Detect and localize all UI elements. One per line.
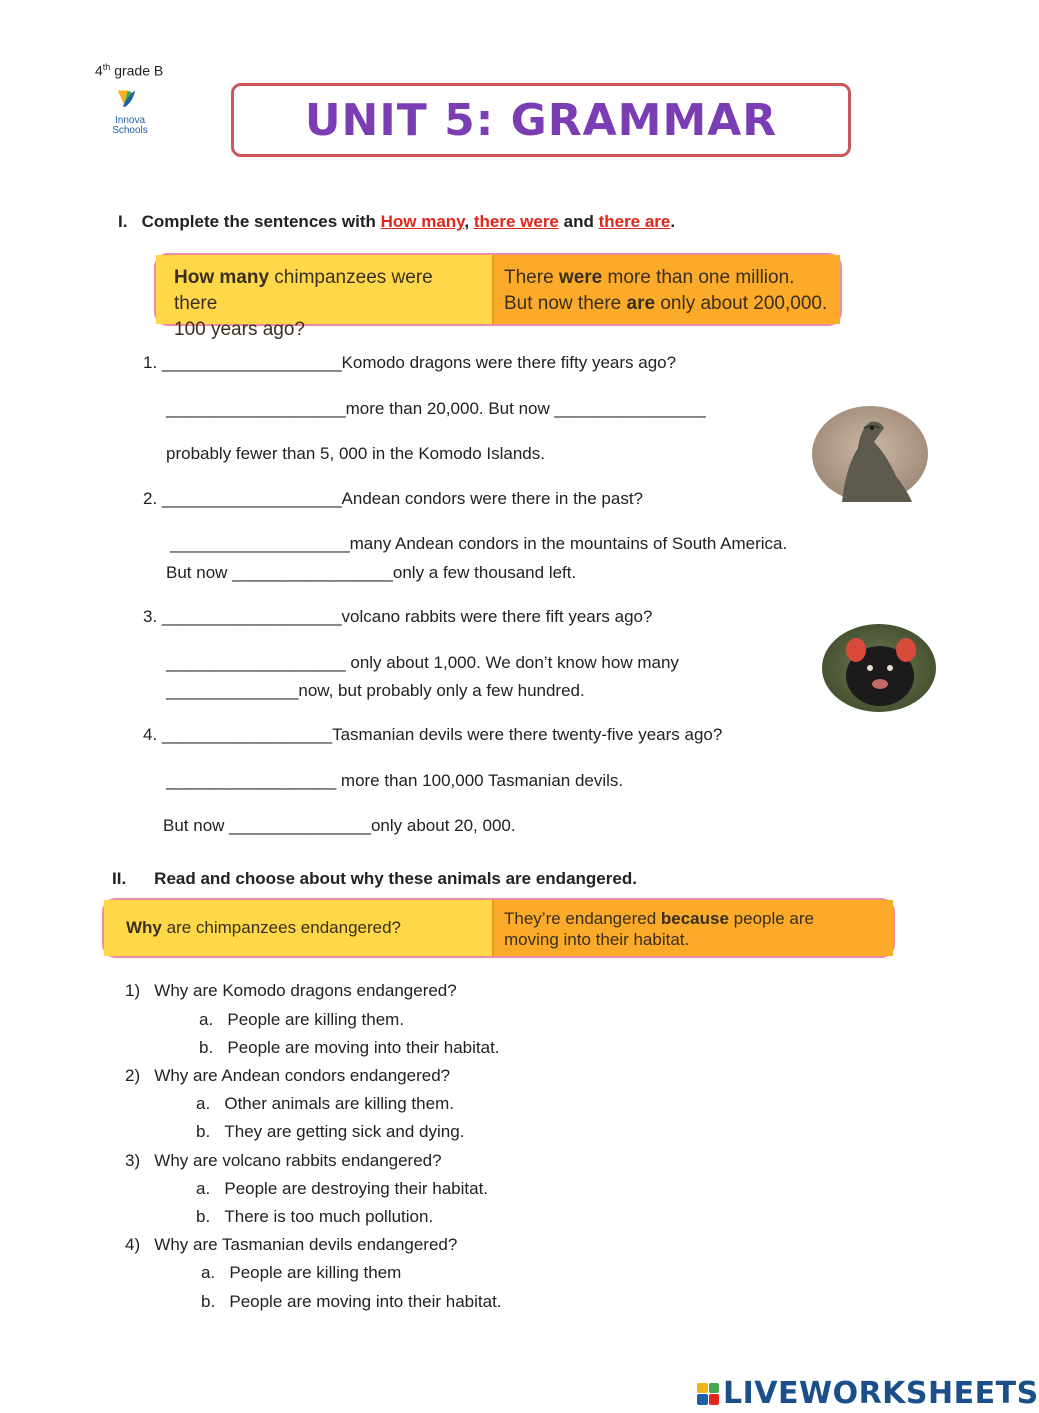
exercise-line-4[interactable]: 2. ___________________Andean condors were there in the past?: [143, 489, 644, 508]
title-box: [231, 83, 851, 157]
exercise-line-10[interactable]: 4. __________________Tasmanian devils were there twenty-five years ago?: [143, 725, 723, 744]
option-1b[interactable]: b. People are moving into their habitat.: [199, 1038, 500, 1057]
innova-schools-logo: [112, 88, 146, 118]
example-because-answer: They’re endangered because people are moving into their habitat.: [494, 900, 893, 956]
keyword-how-many: How many: [380, 212, 465, 231]
brand-text: LIVEWORKSHEETS: [723, 1376, 1039, 1411]
option-2a[interactable]: a. Other animals are killing them.: [196, 1094, 454, 1113]
section-1-heading: I. Complete the sentences with How many, there were and there are.: [118, 212, 676, 231]
keyword-there-are: there are: [598, 212, 671, 231]
section-2-number: II.: [112, 869, 127, 888]
grade-label: 4th grade B: [95, 62, 164, 79]
exercise-line-5[interactable]: ___________________many Andean condors in the mountains of South America.: [170, 534, 788, 553]
example-question: How many chimpanzees were there 100 years ago?: [156, 255, 494, 324]
option-4a[interactable]: a. People are killing them: [201, 1263, 402, 1282]
question-3: 3) Why are volcano rabbits endangered?: [125, 1151, 442, 1170]
exercise-line-12[interactable]: But now _______________only about 20, 000.: [163, 816, 516, 835]
option-3b[interactable]: b. There is too much pollution.: [196, 1207, 434, 1226]
komodo-dragon-photo: [812, 406, 928, 502]
option-1a[interactable]: a. People are killing them.: [199, 1010, 405, 1029]
option-3a[interactable]: a. People are destroying their habitat.: [196, 1179, 489, 1198]
keyword-there-were: there were: [473, 212, 559, 231]
liveworksheets-brand: [697, 1376, 1039, 1411]
example-box-1: [154, 253, 842, 340]
example-why-question: Why are chimpanzees endangered?: [104, 900, 494, 956]
question-1: 1) Why are Komodo dragons endangered?: [125, 981, 457, 1000]
exercise-line-3: probably fewer than 5, 000 in the Komodo Islands.: [166, 444, 545, 463]
page-title: UNIT 5: GRAMMAR: [304, 94, 778, 146]
exercise-line-7[interactable]: 3. ___________________volcano rabbits were there fift years ago?: [143, 607, 653, 626]
exercise-line-9[interactable]: ______________now, but probably only a few hundred.: [166, 681, 585, 700]
example-box-2: [102, 898, 895, 958]
exercise-line-11[interactable]: __________________ more than 100,000 Tasmanian devils.: [166, 771, 624, 790]
question-2: 2) Why are Andean condors endangered?: [125, 1066, 451, 1085]
example-answer: There were more than one million. But now there are only about 200,000.: [494, 255, 840, 324]
question-4: 4) Why are Tasmanian devils endangered?: [125, 1235, 458, 1254]
option-4b[interactable]: b. People are moving into their habitat.: [201, 1292, 502, 1311]
logo-text: Innova Schools: [112, 115, 148, 136]
section-2-heading: II. Read and choose about why these animals are endangered.: [112, 869, 637, 888]
section-1-number: I.: [118, 212, 128, 231]
exercise-line-2[interactable]: ___________________more than 20,000. But now ________________: [166, 399, 706, 418]
exercise-line-6[interactable]: But now _________________only a few thousand left.: [166, 563, 577, 582]
exercise-line-1[interactable]: 1. ___________________Komodo dragons were there fifty years ago?: [143, 353, 677, 372]
option-2b[interactable]: b. They are getting sick and dying.: [196, 1122, 465, 1141]
tasmanian-devil-photo: [822, 624, 936, 712]
exercise-line-8[interactable]: ___________________ only about 1,000. We don’t know how many: [166, 653, 679, 672]
liveworksheets-logo-icon: [697, 1383, 719, 1405]
